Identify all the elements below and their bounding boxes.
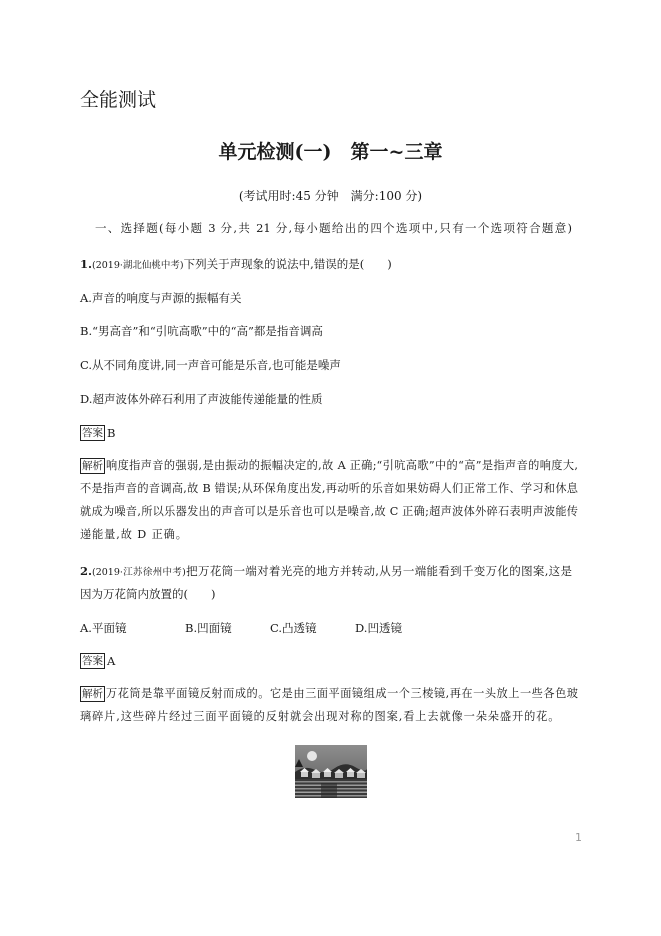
analysis-label: 解析 [82,460,103,472]
question-1-option-c: C.从不同角度讲,同一声音可能是乐音,也可能是噪声 [80,358,341,372]
analysis-line: 不是指声音的音调高,故 B 错误;从环保角度出发,再动听的乐音如果妨碍人们正常工作、学习和休息 [80,482,578,495]
analysis-line: 就成为噪音,所以乐器发出的声音可以是乐音也可以是噪音,故 C 正确;超声波体外碎石表明声波能传 [80,505,578,518]
question-1-stem [80,256,392,272]
question-2-stem [80,563,572,579]
answer-value: A [107,654,116,668]
exam-info: (考试用时:45 分钟 满分:100 分) [238,189,423,203]
kaleidoscope-illustration [295,745,367,798]
question-stem-text: 下列关于声现象的说法中,错误的是( ) [183,257,392,271]
analysis-line: 璃碎片,这些碎片经过三面平面镜的反射就会出现对称的图案,看上去就像一朵朵盛开的花。 [80,710,561,723]
header-label: 全能测试 [80,89,157,111]
question-1-option-a: A.声音的响度与声源的振幅有关 [80,291,242,305]
section-heading: 一、选择题(每小题 3 分,共 21 分,每小题给出的四个选项中,只有一个选项符合题意) [95,221,572,235]
question-number: 2. [80,564,93,578]
answer-label: 答案 [82,655,103,667]
question-source: (2019·江苏徐州中考) [92,567,186,578]
page-title: 单元检测(一) 第一~三章 [218,141,443,163]
answer-label: 答案 [82,427,103,439]
analysis-label: 解析 [82,688,103,700]
question-2-option-a: A.平面镜 [80,621,127,635]
question-1-option-d: D.超声波体外碎石利用了声波能传递能量的性质 [80,392,323,406]
page-number: 1 [575,831,582,844]
question-2-stem-continued: 因为万花筒内放置的( ) [80,587,216,601]
analysis-line: 递能量,故 D 正确。 [80,528,188,541]
question-source: (2019·湖北仙桃中考) [92,260,184,271]
question-2-option-c: C.凸透镜 [270,621,317,635]
answer-value: B [107,426,116,440]
analysis-line: 万花筒是靠平面镜反射而成的。它是由三面平面镜组成一个三棱镜,再在一头放上一些各色玻 [106,687,578,700]
analysis-line: 响度指声音的强弱,是由振动的振幅决定的,故 A 正确;“引吭高歌”中的“高”是指声音的响度大, [106,459,578,472]
question-stem-text: 把万花筒一端对着光亮的地方并转动,从另一端能看到千变万化的图案,这是 [185,564,572,578]
question-number: 1. [80,257,93,271]
question-1-option-b: B.“男高音”和“引吭高歌”中的“高”都是指音调高 [80,324,323,338]
question-2-option-b: B.凹面镜 [185,621,232,635]
question-2-option-d: D.凹透镜 [355,621,402,635]
